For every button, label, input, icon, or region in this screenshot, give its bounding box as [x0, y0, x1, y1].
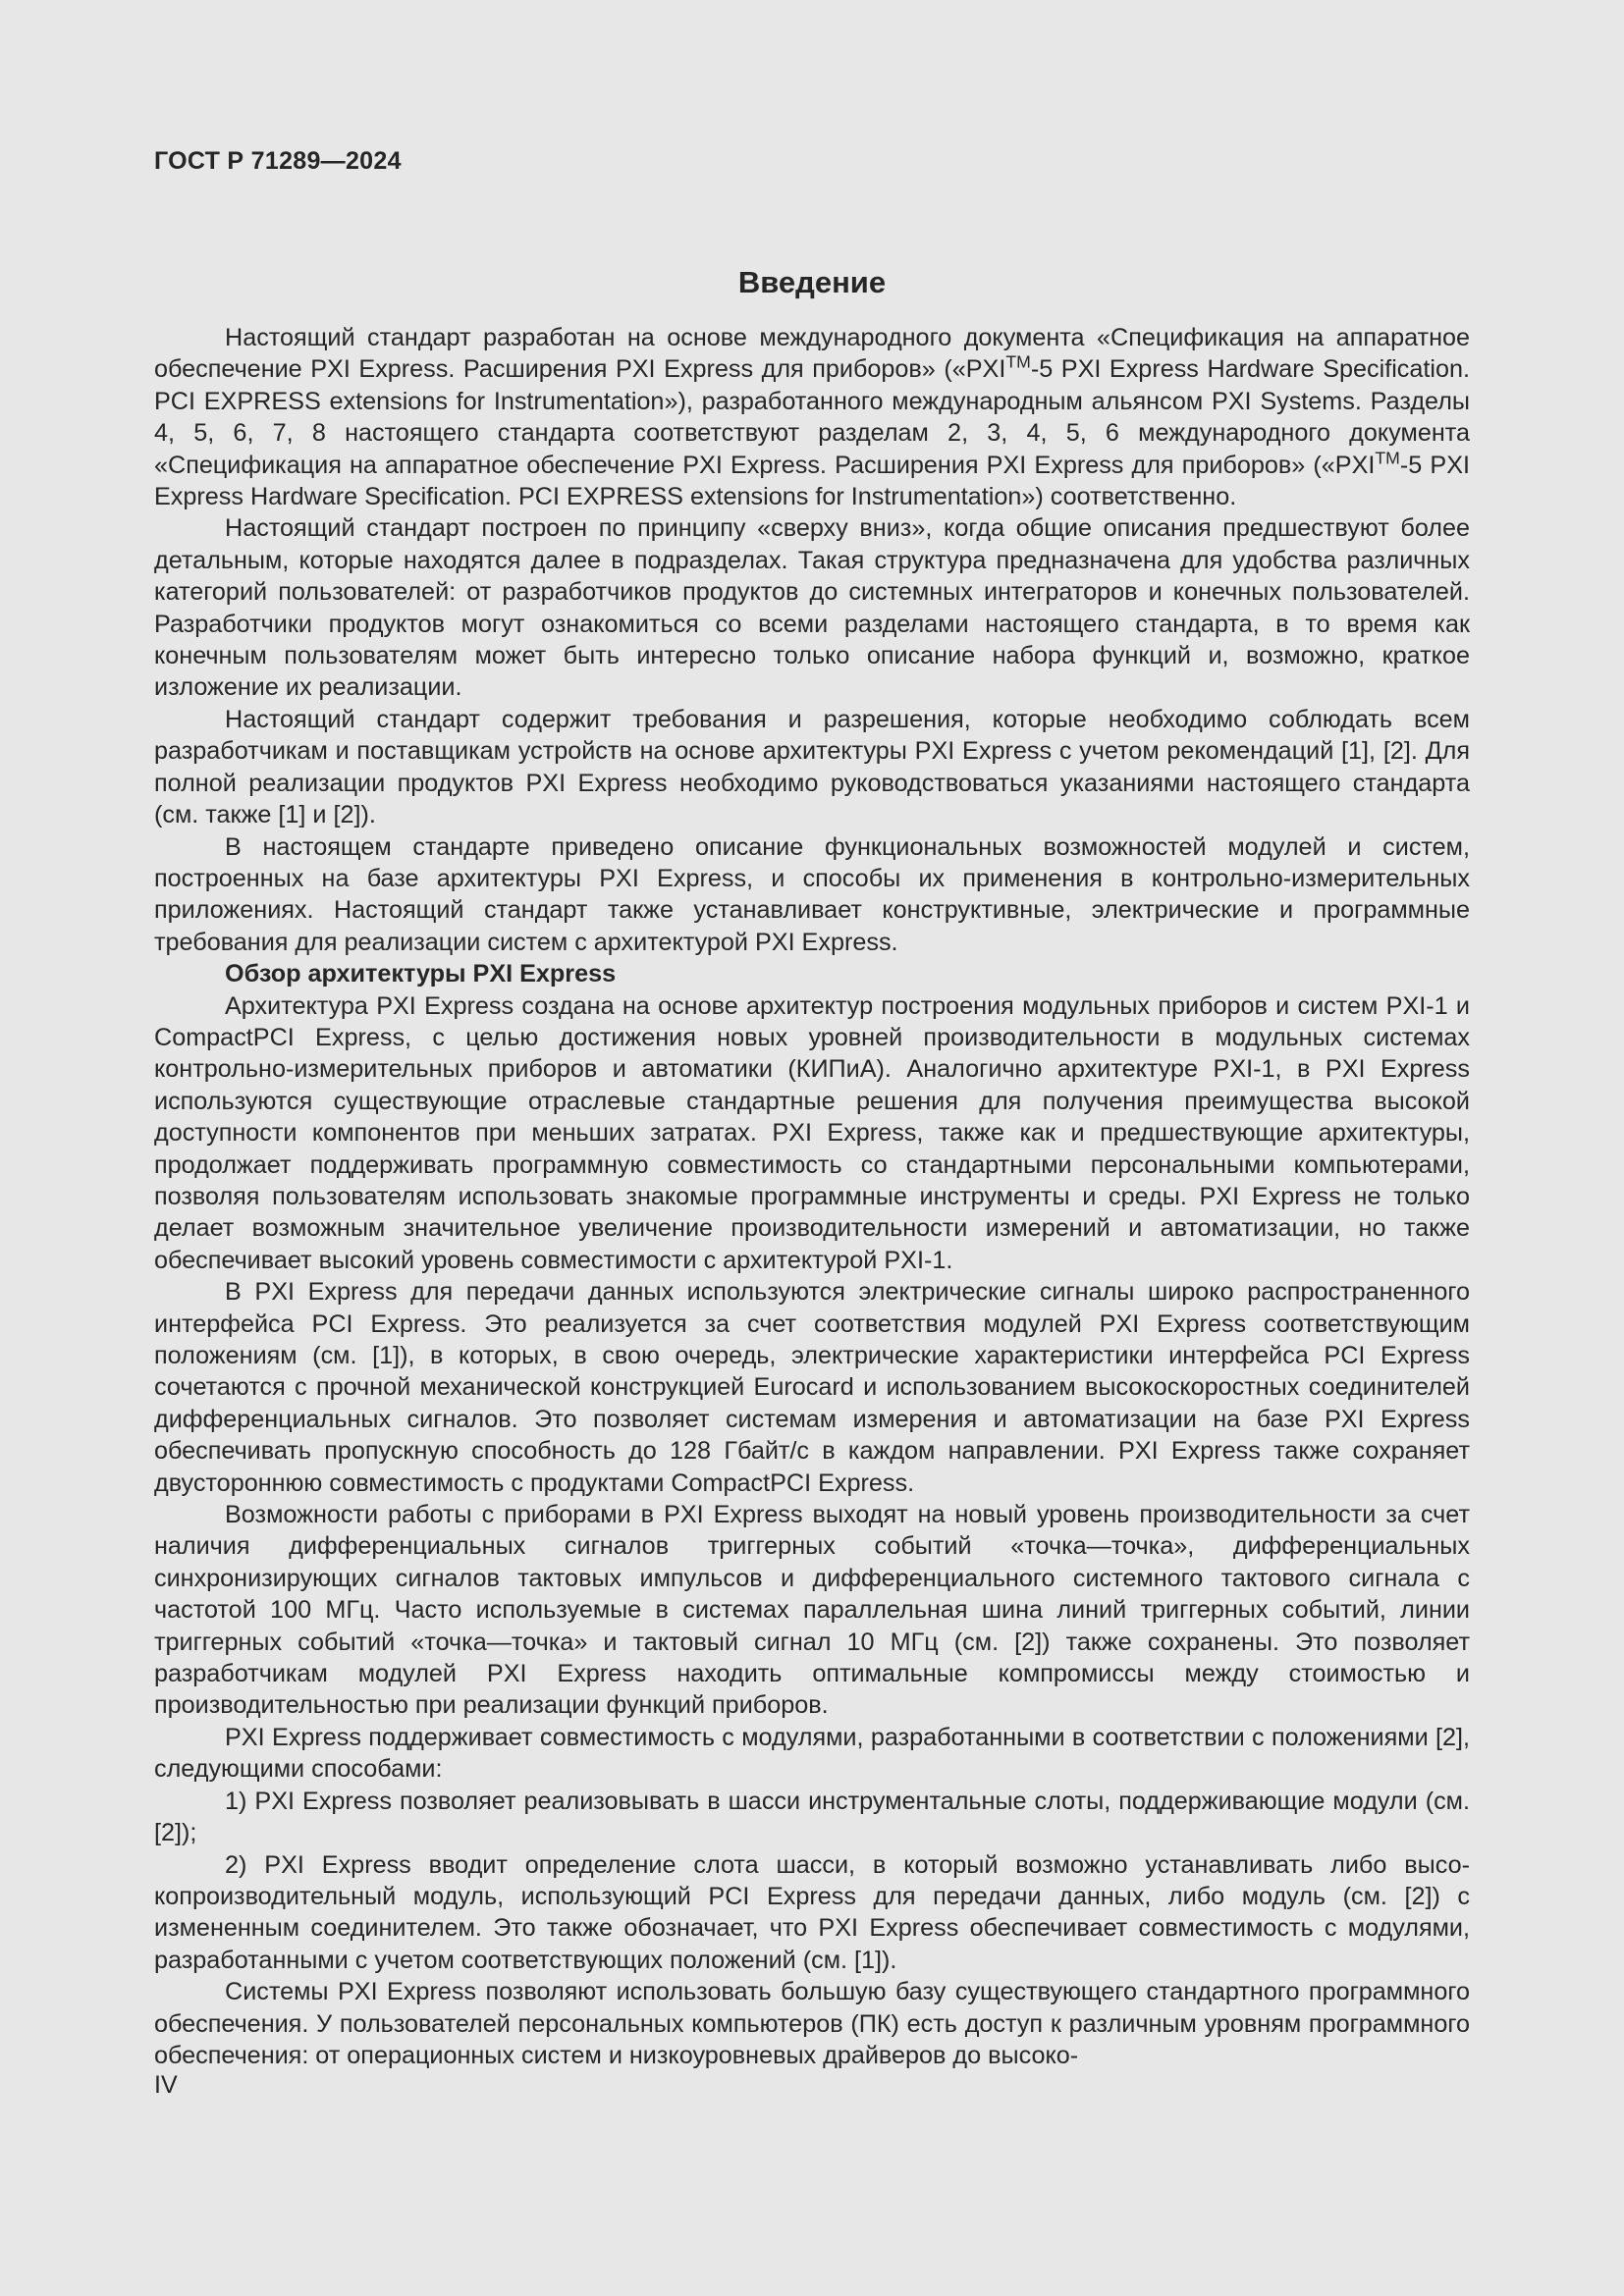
page-number: IV	[154, 2071, 178, 2099]
list-item: 1) PXI Express позволяет реализовывать в шасси инструментальные слоты, поддерживающие модули (см. [2]);	[154, 1787, 1470, 1847]
paragraph: PXI Express поддерживает совместимость с модулями, разработанными в соответствии с положениями [2], следующими способами:	[154, 1723, 1470, 1784]
paragraph: Настоящий стандарт построен по принципу «сверху вниз», когда общие описания предшествуют более детальным, которые находятся далее в подразделах. Такая структура предназначена для удобства различных категорий пользователей: от разработчиков продуктов до системных интеграторов и конечных пользователей. Разработчики продуктов могут ознакомиться со всеми разделами настоящего стандарта, в то время как конечным пользователям может быть интересно только описание набора функций и, возможно, краткое изложение их реализации.	[154, 514, 1470, 702]
trademark-superscript: TM	[1375, 447, 1400, 467]
document-code-header: ГОСТ Р 71289—2024	[154, 147, 402, 175]
document-page	[154, 147, 1470, 2071]
paragraph: Системы PXI Express позволяют использовать большую базу существующего стандартного программного обеспечения. У пользователей персональных компьютеров (ПК) есть доступ к различным уровням программного обеспечения: от операционных систем и низкоуровневых драйверов до высоко-	[154, 1978, 1470, 2069]
paragraph-text: -5 PXI Express Hardware Specification. PCI EXPRESS extensions for Instrumentation»), разработанного международным альянсом PXI Systems. Разделы 4, 5, 6, 7, 8 настоящего стандарта соответствуют разделам 2, 3, 4, 5, 6 международного документа «Спецификация на аппаратное обеспечение PXI Express. Расширения PXI Express для приборов» («PXI	[154, 355, 1471, 479]
list-item: 2) PXI Express вводит определение слота шасси, в который возможно устанавливать либо высокопроизводительный модуль, использующий PCI Express для передачи данных, либо модуль (см. [2]) с измененным соединителем. Это также обозначает, что PXI Express обеспечивает совместимость с модулями, разработанными с учетом соответствующих положений (см. [1]).	[154, 1850, 1470, 1974]
subsection-heading: Обзор архитектуры PXI Express	[225, 960, 617, 988]
paragraph-text: Настоящий стандарт разработан на основе международного документа «Спецификация на аппаратное обеспечение PXI Express. Расширения PXI Express для приборов» («PXI	[154, 324, 1470, 384]
paragraph: Возможности работы с приборами в PXI Express выходят на новый уровень производительности за счет наличия дифференциальных сигналов триггерных событий «точка—точка», дифференциальных синхронизирующих сигналов тактовых импульсов и дифференциального системного тактового сигнала с частотой 100 МГц. Часто используемые в системах параллельная шина линий триггерных событий, линии триггерных событий «точка—точка» и тактовый сигнал 10 МГц (см. [2]) также сохранены. Это позволяет разработчикам модулей PXI Express находить оптимальные компромиссы между стоимостью и производительностью при реализации функций приборов.	[154, 1501, 1470, 1720]
paragraph: В настоящем стандарте приведено описание функциональных возможностей модулей и систем, построенных на базе архитектуры PXI Express, и способы их применения в контрольно-измерительных приложениях. Настоящий стандарт также устанавливает конструктивные, электрические и программные требования для реализации систем с архитектурой PXI Express.	[154, 832, 1470, 956]
section-title: Введение	[737, 265, 887, 299]
paragraph: Настоящий стандарт содержит требования и разрешения, которые необходимо соблюдать всем разработчикам и поставщикам устройств на основе архитектуры PXI Express с учетом рекомендаций [1], [2]. Для полной реализации продуктов PXI Express необходимо руководствоваться указаниями настоящего стандарта (см. также [1] и [2]).	[154, 705, 1470, 829]
paragraph-text: -5 PXI Express Hardware Specification. PCI EXPRESS extensions for Instrumentation») соответственно.	[154, 451, 1470, 511]
paragraph	[154, 322, 1470, 512]
paragraph: В PXI Express для передачи данных используются электрические сигналы широко распространенного интерфейса PCI Express. Это реализуется за счет соответствия модулей PXI Express соответствующим положениям (см. [1]), в которых, в свою очередь, электрические характеристики интерфейса PCI Express сочетаются с прочной механической конструкцией Eurocard и использованием высокоскоростных соединителей дифференциальных сигналов. Это позволяет системам измерения и автоматизации на базе PXI Express обеспечивать пропускную способность до 128 Гбайт/с в каждом направлении. PXI Express также сохраняет двустороннюю совместимость с продуктами CompactPCI Express.	[154, 1278, 1470, 1497]
paragraph: Архитектура PXI Express создана на основе архитектур построения модульных приборов и систем PXI-1 и CompactPCI Express, с целью достижения новых уровней производительности в модульных системах контрольно-измерительных приборов и автоматики (КИПиА). Аналогично архитектуре PXI-1, в PXI Express используются существующие отраслевые стандартные решения для получения преимущества высокой доступности компонентов при меньших затратах. PXI Express, также как и предшествующие архитектуры, продолжает поддерживать программную совместимость со стандартными персональными компьютерами, позволяя пользователям использовать знакомые программные инструменты и среды. PXI Express не только делает возможным значительное увеличение производительности измерений и автоматизации, но также обеспечивает высокий уровень совместимости с архитектурой PXI-1.	[154, 991, 1470, 1274]
document-body	[154, 322, 1470, 2071]
trademark-superscript: TM	[1005, 351, 1031, 372]
